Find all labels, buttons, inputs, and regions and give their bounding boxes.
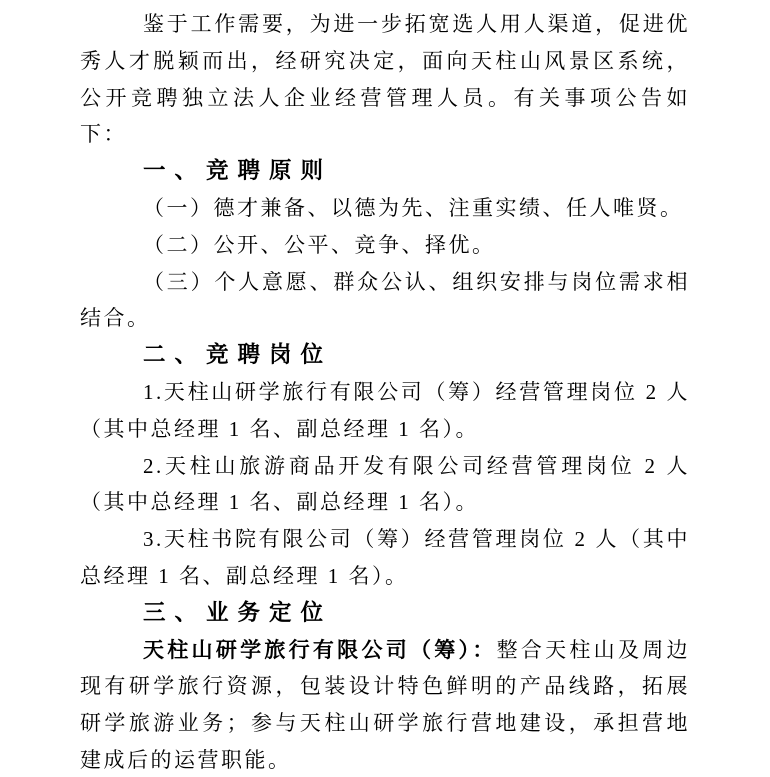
paragraph-text: （二）公开、公平、竞争、择优。 (143, 232, 496, 257)
section-heading-text: 一、竞聘原则 (143, 158, 333, 184)
bold-lead-text: 天柱山研学旅行有限公司（筹）： (143, 637, 497, 662)
paragraph-text: 3.天柱书院有限公司（筹）经营管理岗位 2 人（其中总经理 1 名、副总经理 1 名）。 (80, 527, 690, 588)
paragraph (80, 521, 690, 595)
paragraph (80, 190, 690, 227)
paragraph (80, 448, 690, 522)
paragraph (80, 374, 690, 448)
paragraph-text: （三）个人意愿、群众公认、组织安排与岗位需求相结合。 (80, 269, 690, 331)
paragraph-text: 1.天柱山研学旅行有限公司（筹）经营管理岗位 2 人（其中总经理 1 名、副总经理 1 名）。 (80, 379, 690, 441)
paragraph (80, 264, 690, 338)
section-heading-text: 二、竞聘岗位 (143, 342, 333, 368)
paragraph (80, 6, 690, 153)
paragraph-text: 鉴于工作需要，为进一步拓宽选人用人渠道，促进优秀人才脱颖而出，经研究决定，面向天柱山风景区系统，公开竞聘独立法人企业经营管理人员。有关事项公告如下： (80, 12, 690, 147)
paragraph-text: （一）德才兼备、以德为先、注重实绩、任人唯贤。 (143, 195, 684, 220)
document-content (80, 6, 690, 777)
section-heading (80, 595, 690, 632)
section-heading (80, 337, 690, 374)
section-heading (80, 153, 690, 190)
section-heading-text: 三、业务定位 (143, 599, 333, 625)
paragraph (80, 227, 690, 264)
paragraph-text: 2.天柱山旅游商品开发有限公司经营管理岗位 2 人（其中总经理 1 名、副总经理 1 名）。 (80, 453, 690, 515)
paragraph (80, 632, 690, 777)
paragraph-text: 整合天柱山及周边现有研学旅行资源，包装设计特色鲜明的产品线路，拓展研学旅游业务；参与天柱山研学旅行营地建设，承担营地建成后的运营职能。 (80, 637, 691, 772)
